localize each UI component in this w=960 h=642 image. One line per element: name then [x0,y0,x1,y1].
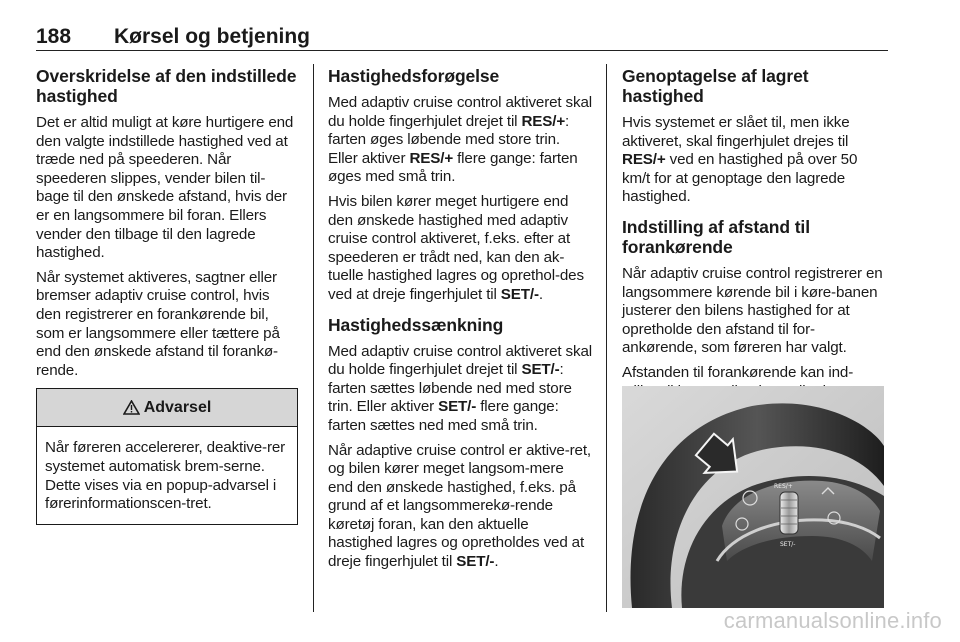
page-number: 188 [36,25,72,48]
warning-title: Advarsel [143,398,212,416]
text: Hvis bilen kører meget hurtigere end den ønskede hastighed med adaptiv cruise control aktiveret, f.eks. efter at speederen er trådt ned, kan den ak-tuelle hastighed lagres og oprethol-des ved at dreje fingerhjulet til [328,192,584,303]
heading-speed-decrease: Hastighedssænkning [328,314,504,335]
control-label: SET/- [500,285,539,303]
column-divider-2 [606,64,607,612]
paragraph [622,114,888,207]
control-label: RES/+ [409,149,454,167]
warning-header [37,389,297,427]
control-label: RES/+ [521,112,566,130]
paragraph [328,193,592,305]
heading-speed-increase: Hastighedsforøgelse [328,66,500,86]
column-3 [622,64,888,407]
res-label: RES/+ [774,483,793,490]
steering-wheel-figure [622,386,884,608]
steering-wheel-illustration [622,386,884,608]
page-header [36,10,888,46]
column-2 [328,64,592,578]
text: . [494,553,499,571]
column-1 [36,64,298,525]
paragraph: Når systemet aktiveres, sagtner eller bremser adaptiv cruise control, hvis den registrerer en forankørende bil, som er langsommere eller tættere på end den ønskede afstand til forankø-rende. [36,268,280,379]
paragraph: Afstanden til forankørende kan ind- [622,363,854,381]
warning-body [37,427,297,523]
text: Med adaptiv cruise control aktiveret skal du holde fingerhjulet drejet til [328,94,592,130]
column-divider-1 [313,64,314,612]
text: : farten sættes løbende ned med store trin. Eller aktiver [328,361,572,416]
control-label: SET/- [521,361,560,379]
text: Hvis systemet er slået til, men ikke aktiveret, skal fingerhjulet drejes til [622,114,850,150]
paragraph [328,343,592,436]
watermark: carmanualsonline.info [723,608,942,633]
heading-exceed-speed: Overskridelse af den indstillede hastighed [36,66,297,106]
text: Med adaptiv cruise control aktiveret skal du holde fingerhjulet drejet til [328,342,592,379]
heading-resume-speed: Genoptagelse af lagret hastighed [622,66,809,106]
text: Når adaptive cruise control er aktive-ret, og bilen kører meget langsom-mere end den ønskede hastighed, f.eks. på grund af et langsommerekø-rende køretøj foran, kan den aktuelle hastighed lagres og opretholdes ved at dreje fingerhjulet til [328,441,591,571]
warning-triangle-icon [123,400,140,415]
paragraph: Det er altid muligt at køre hurtigere end den valgte indstillede hastighed ved at træde ned på speederen. Når speederen slippes, vender bilen til-bage til den ønskede afstand, hvis der er en langsommere bil foran. Ellers vender den tilbage til den lagrede hastighed. [36,114,294,262]
control-label: SET/- [438,398,477,416]
heading-distance-setting: Indstilling af afstand til forankørende [622,216,810,257]
paragraph: Når adaptiv cruise control registrerer en langsommere kørende bil i køre-banen justerer den bilens hastighed for at opretholde den afstand til for-ankørende, som føreren har valgt. [622,264,883,357]
control-label: RES/+ [622,151,666,169]
control-label: SET/- [456,553,495,571]
warning-box [36,388,298,524]
warning-text: Når føreren accelererer, deaktive-rer systemet automatisk brem-serne. Dette vises via en popup-advarsel i førerinformationscen-tret. [45,439,286,513]
paragraph [328,442,592,572]
text: ved en hastighed på over 50 km/t for at genoptage den lagrede hastighed. [622,151,858,206]
thumbwheel[interactable] [780,492,798,534]
set-label: SET/- [780,541,796,548]
paragraph [328,94,592,187]
text: : farten øges løbende med store trin. Eller aktiver [328,112,570,167]
chapter-title: Kørsel og betjening [114,25,311,48]
text: flere gange: farten øges med små trin. [328,149,578,186]
text: flere gange: farten sættes ned med små trin. [328,398,559,434]
header-rule [36,50,888,51]
text: . [538,285,543,303]
